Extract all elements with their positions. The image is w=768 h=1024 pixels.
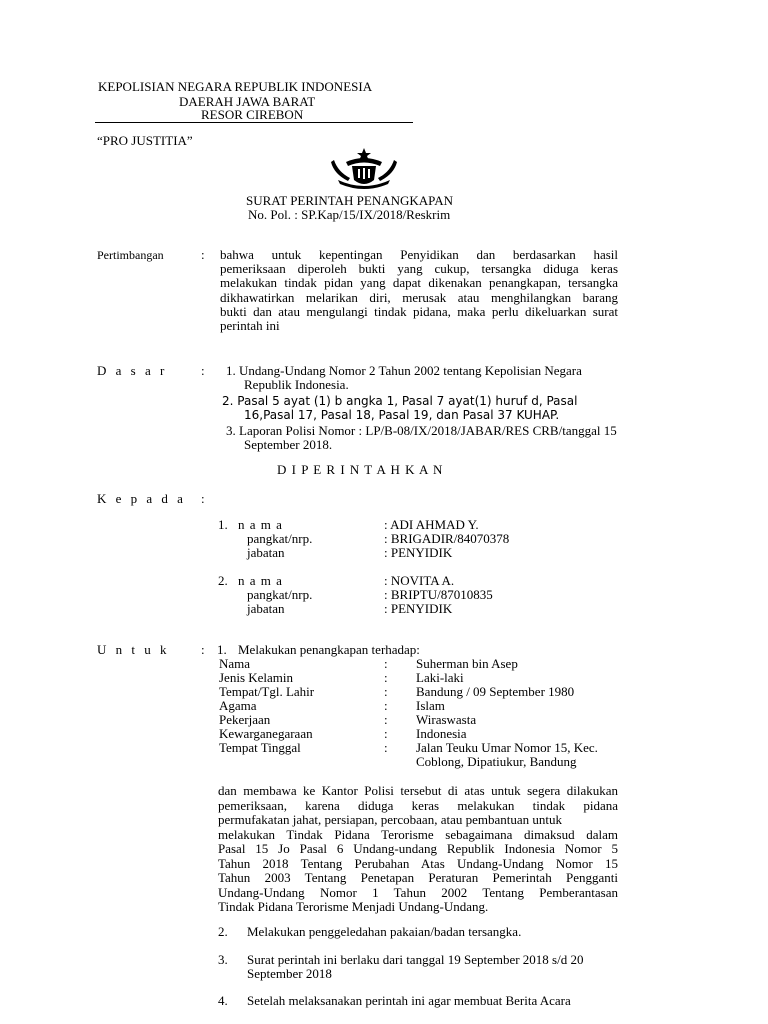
untuk-item-3-text-line-2: September 2018 — [247, 966, 332, 981]
person-2-pangkat-value: : BRIPTU/87010835 — [384, 587, 493, 602]
header-divider — [95, 122, 413, 123]
dasar-item-3-line-2: September 2018. — [244, 437, 333, 452]
suspect-colon: : — [384, 656, 388, 671]
suspect-value: Jalan Teuku Umar Nomor 15, Kec. — [416, 740, 598, 755]
person-1-pangkat-label: pangkat/nrp. — [247, 531, 313, 546]
dasar-label: D a s a r — [97, 363, 168, 378]
suspect-value: Bandung / 09 September 1980 — [416, 684, 575, 699]
suspect-label: Tempat Tinggal — [219, 740, 301, 755]
pertimbangan-label: Pertimbangan — [97, 248, 164, 262]
person-2-nama-value: : NOVITA A. — [384, 573, 455, 588]
charge-line: Undang-Undang Nomor 1 Tahun 2002 Tentang Pemberantasan — [218, 884, 618, 900]
charge-line: permufakatan jahat, persiapan, percobaan, atau pembantuan untuk — [218, 812, 562, 827]
suspect-label: Jenis Kelamin — [219, 670, 294, 685]
pertimbangan-line: perintah ini — [220, 318, 280, 334]
suspect-label: Tempat/Tgl. Lahir — [219, 684, 315, 699]
suspect-colon: : — [384, 740, 388, 755]
dasar-colon: : — [201, 363, 205, 378]
person-2-nama-label: n a m a — [238, 573, 283, 588]
suspect-label: Kewarganegaraan — [219, 726, 313, 741]
person-2-jabatan-value: : PENYIDIK — [384, 601, 453, 616]
person-1-number: 1. — [218, 517, 228, 532]
person-1-pangkat-value: : BRIGADIR/84070378 — [384, 531, 510, 546]
document-title: SURAT PERINTAH PENANGKAPAN — [246, 193, 453, 208]
header-line-2: DAERAH JAWA BARAT — [179, 94, 316, 109]
charge-paragraph — [218, 784, 618, 915]
suspect-label: Nama — [219, 656, 251, 671]
person-1-jabatan-label: jabatan — [247, 545, 285, 560]
pertimbangan-line: melakukan tindak pidan yang dapat dikenakan penangkapan, tersangka — [220, 275, 618, 291]
suspect-value: Wiraswasta — [416, 712, 477, 727]
charge-line: dan membawa ke Kantor Polisi tersebut di atas untuk segera dilakukan — [218, 783, 618, 798]
document-number: No. Pol. : SP.Kap/15/IX/2018/Reskrim — [248, 207, 451, 222]
untuk-item-1-number: 1. — [217, 642, 227, 657]
suspect-colon: : — [384, 684, 388, 699]
untuk-colon: : — [201, 642, 205, 657]
diperintahkan-heading: D I P E R I N T A H K A N — [277, 462, 444, 477]
suspect-value: Suherman bin Asep — [416, 656, 518, 671]
untuk-item-3-text-line-1: Surat perintah ini berlaku dari tanggal 19 September 2018 s/d 20 — [247, 952, 584, 967]
suspect-colon: : — [384, 670, 388, 685]
header-line-1: KEPOLISIAN NEGARA REPUBLIK INDONESIA — [98, 79, 373, 94]
suspect-label: Pekerjaan — [219, 712, 271, 727]
charge-line: Tahun 2018 Tentang Perubahan Atas Undang-Undang Nomor 15 — [218, 855, 618, 871]
suspect-colon: : — [384, 726, 388, 741]
pertimbangan-line: dikhawatirkan melarikan diri, merusak atau menghilangkan barang — [220, 289, 618, 305]
charge-line: pemeriksaan, karena diduga keras melakukan tindak pidana — [218, 797, 618, 813]
dasar-item-2-line-2: 16,Pasal 17, Pasal 18, Pasal 19, dan Pasal 37 KUHAP. — [244, 408, 560, 422]
suspect-address-line-2: Coblong, Dipatiukur, Bandung — [416, 754, 577, 769]
untuk-item-2-text: Melakukan penggeledahan pakaian/badan tersangka. — [247, 924, 522, 939]
untuk-item-4-number: 4. — [218, 993, 228, 1008]
pro-justitia: “PRO JUSTITIA” — [97, 133, 193, 148]
kepada-label: K e p a d a — [97, 491, 186, 506]
dasar-item-1-line-1: 1. Undang-Undang Nomor 2 Tahun 2002 tentang Kepolisian Negara — [226, 363, 582, 378]
charge-line: melakukan Tindak Pidana Terorisme sebagaimana dimaksud dalam — [218, 826, 618, 842]
person-1-nama-value: : ADI AHMAD Y. — [384, 517, 479, 532]
suspect-value: Laki-laki — [416, 670, 464, 685]
untuk-item-2-number: 2. — [218, 924, 228, 939]
person-1-jabatan-value: : PENYIDIK — [384, 545, 453, 560]
dasar-item-2-line-1: 2. Pasal 5 ayat (1) b angka 1, Pasal 7 ayat(1) huruf d, Pasal — [222, 394, 578, 408]
charge-line: Pasal 15 Jo Pasal 6 Undang-undang Republik Indonesia Nomor 5 — [218, 841, 618, 856]
dasar-item-1-line-2: Republik Indonesia. — [244, 377, 349, 392]
pertimbangan-line: pemeriksaan diperoleh bukti yang cukup, tersangka diduga keras — [220, 261, 618, 277]
suspect-value: Islam — [416, 698, 445, 713]
person-1-nama-label: n a m a — [238, 517, 283, 532]
header-line-3: RESOR CIREBON — [201, 107, 304, 122]
pertimbangan-text — [220, 248, 618, 333]
charge-line: Tahun 2003 Tentang Penetapan Peraturan Pemerintah Pengganti — [218, 870, 618, 885]
person-2-pangkat-label: pangkat/nrp. — [247, 587, 313, 602]
kepada-colon: : — [201, 491, 205, 506]
pertimbangan-line: bahwa untuk kepentingan Penyidikan dan berdasarkan hasil — [220, 247, 618, 262]
suspect-value: Indonesia — [416, 726, 467, 741]
person-2-number: 2. — [218, 573, 228, 588]
suspect-colon: : — [384, 712, 388, 727]
untuk-item-4-text: Setelah melaksanakan perintah ini agar membuat Berita Acara — [247, 993, 571, 1008]
police-emblem-icon — [328, 146, 400, 190]
dasar-item-3-line-1: 3. Laporan Polisi Nomor : LP/B-08/IX/2018/JABAR/RES CRB/tanggal 15 — [226, 423, 617, 438]
suspect-colon: : — [384, 698, 388, 713]
suspect-label: Agama — [219, 698, 257, 713]
person-2-jabatan-label: jabatan — [247, 601, 285, 616]
charge-line: Tindak Pidana Terorisme Menjadi Undang-Undang. — [218, 899, 489, 914]
untuk-label: U n t u k — [97, 642, 170, 657]
untuk-item-1-text: Melakukan penangkapan terhadap: — [238, 642, 420, 657]
pertimbangan-line: bukti dan atau mengulangi tindak pidana, maka perlu dikeluarkan surat — [220, 303, 618, 319]
pertimbangan-colon: : — [201, 247, 205, 262]
untuk-item-3-number: 3. — [218, 952, 228, 967]
